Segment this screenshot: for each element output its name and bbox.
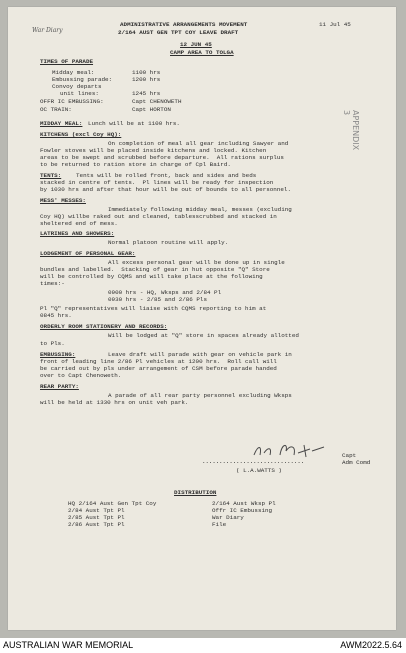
- handwritten-war-diary-note: War Diary: [32, 27, 63, 34]
- messes-heading: MESS' MESSES:: [40, 197, 86, 204]
- signature-dotted-line: ..............................: [202, 458, 305, 465]
- embussing-heading: EMBUSSING:: [40, 351, 76, 358]
- tents-heading: TENTS:: [40, 172, 62, 179]
- embussing-line-3: be carried out by pls under arrangement of CSM before parade handed: [40, 365, 277, 372]
- midday-meal-label: Midday meal:: [52, 69, 95, 76]
- offr-ic-label: OFFR IC EMBUSSING:: [40, 98, 104, 105]
- distribution-left-2: 2/84 Aust Tpt Pl: [68, 507, 125, 514]
- messes-line-2: Coy HQ) willbe raked out and cleaned, tablesscrubbed and stacked in: [40, 213, 277, 220]
- embussing-parade-value: 1200 hrs: [132, 76, 161, 83]
- offr-ic-value: Capt CHENOWETH: [132, 98, 182, 105]
- embussing-line-4: over to Capt Chenoweth.: [40, 372, 122, 379]
- embussing-line-2: front of leading line 2/86 Pl vehicles at 1200 hrs. Roll call will: [40, 358, 277, 365]
- midday-meal-value: 1100 hrs: [132, 69, 161, 76]
- oc-train-value: Capt HORTON: [132, 106, 171, 113]
- distribution-right-2: Offr IC Embussing: [212, 507, 273, 514]
- caption-accession-number: AWM2022.5.64: [340, 640, 402, 650]
- kitchens-heading: KITCHENS (excl Coy HQ):: [40, 131, 122, 138]
- header-date: 11 Jul 45: [319, 21, 351, 28]
- distribution-right-1: 2/164 Aust Wksp Pl: [212, 500, 276, 507]
- latrines-heading: LATRINES AND SHOWERS:: [40, 230, 115, 237]
- oc-train-label: OC TRAIN:: [40, 106, 72, 113]
- kitchens-line-2: Fowler stoves will be placed inside kitchens and locked. Kitchen: [40, 147, 267, 154]
- header-unit: 2/164 AUST GEN TPT COY LEAVE DRAFT: [118, 29, 239, 36]
- tents-line-1: Tents will be rolled front, back and sides and beds: [76, 172, 257, 179]
- distribution-right-4: File: [212, 521, 227, 528]
- caption-bar: [0, 638, 406, 653]
- distribution-left-4: 2/86 Aust Tpt Pl: [68, 521, 125, 528]
- header-camp: CAMP AREA TO TOLGA: [170, 49, 234, 56]
- orderly-room-heading: ORDERLY ROOM STATIONERY AND RECORDS:: [40, 323, 168, 330]
- unit-lines-label: unit lines:: [60, 90, 99, 97]
- header-date-2: 12 JUN 45: [180, 41, 212, 48]
- unit-lines-value: 1245 hrs: [132, 90, 161, 97]
- lodgement-heading: LODGEMENT OF PERSONAL GEAR:: [40, 250, 136, 257]
- lodgement-time-2: 0930 hrs - 2/85 and 2/86 Pls: [108, 296, 207, 303]
- times-heading: TIMES OF PARADE: [40, 58, 94, 65]
- distribution-right-3: War Diary: [212, 514, 244, 521]
- embussing-parade-label: Embussing parade:: [52, 76, 113, 83]
- signature-typed-name: ( L.A.WATTS ): [236, 467, 282, 474]
- signature-rank: Capt: [342, 452, 357, 459]
- orderly-room-line-1: Will be lodged at "Q" store in spaces already allotted: [108, 332, 299, 339]
- rear-party-line-1: A parade of all rear party personnel excluding Wksps: [108, 392, 292, 399]
- lodgement-line-3: will be controlled by CQMS and will take place at the following: [40, 273, 263, 280]
- distribution-heading: DISTRIBUTION: [174, 489, 217, 496]
- lodgement-time-1: 0900 hrs - HQ, Wksps and 2/84 Pl: [108, 289, 222, 296]
- lodgement-line-6: 0845 hrs.: [40, 312, 72, 319]
- orderly-room-line-2: to Pls.: [40, 340, 65, 347]
- rear-party-line-2: will be held at 1330 hrs on unit veh park.: [40, 399, 189, 406]
- midday-meal-heading: MIDDAY MEAL:: [40, 120, 83, 127]
- convoy-label: Convoy departs: [52, 83, 102, 90]
- lodgement-line-4: times:-: [40, 280, 65, 287]
- header-title: ADMINISTRATIVE ARRANGEMENTS MOVEMENT: [120, 21, 248, 28]
- signature-role: Adm Comd: [342, 459, 371, 466]
- document-page: [8, 7, 396, 630]
- rear-party-heading: REAR PARTY:: [40, 383, 79, 390]
- embussing-line-1: Leave draft will parade with gear on vehicle park in: [108, 351, 292, 358]
- kitchens-line-4: to be returned to ration store in charge of Cpl Baird.: [40, 161, 231, 168]
- distribution-left-3: 2/85 Aust Tpt Pl: [68, 514, 125, 521]
- caption-source: AUSTRALIAN WAR MEMORIAL: [3, 640, 134, 650]
- messes-line-3: sheltered end of mess.: [40, 220, 118, 227]
- kitchens-line-3: areas to be swept and scrubbed before departure. All rations surplus: [40, 154, 284, 161]
- kitchens-line-1: On completion of meal all gear including Sawyer and: [108, 140, 289, 147]
- handwritten-signature: [250, 441, 330, 461]
- appendix-stamp: APPENDIX 3: [342, 110, 360, 151]
- messes-line-1: Immediately following midday meal, messes (excluding: [108, 206, 292, 213]
- tents-line-3: by 1030 hrs and after that hour will be out of bounds to all personnel.: [40, 186, 291, 193]
- lodgement-line-2: bundles and labelled. Stacking of gear in hut opposite "Q" Store: [40, 266, 270, 273]
- midday-meal-text: Lunch will be at 1100 hrs.: [88, 120, 180, 127]
- latrines-text: Normal platoon routine will apply.: [108, 239, 229, 246]
- lodgement-line-5: Pl "Q" representatives will liaise with CQMS reporting to him at: [40, 305, 267, 312]
- distribution-left-1: HQ 2/164 Aust Gen Tpt Coy: [68, 500, 157, 507]
- tents-line-2: stacked in centre of tents. Pl lines will be ready for inspection: [40, 179, 274, 186]
- lodgement-line-1: All excess personal gear will be done up in single: [108, 259, 285, 266]
